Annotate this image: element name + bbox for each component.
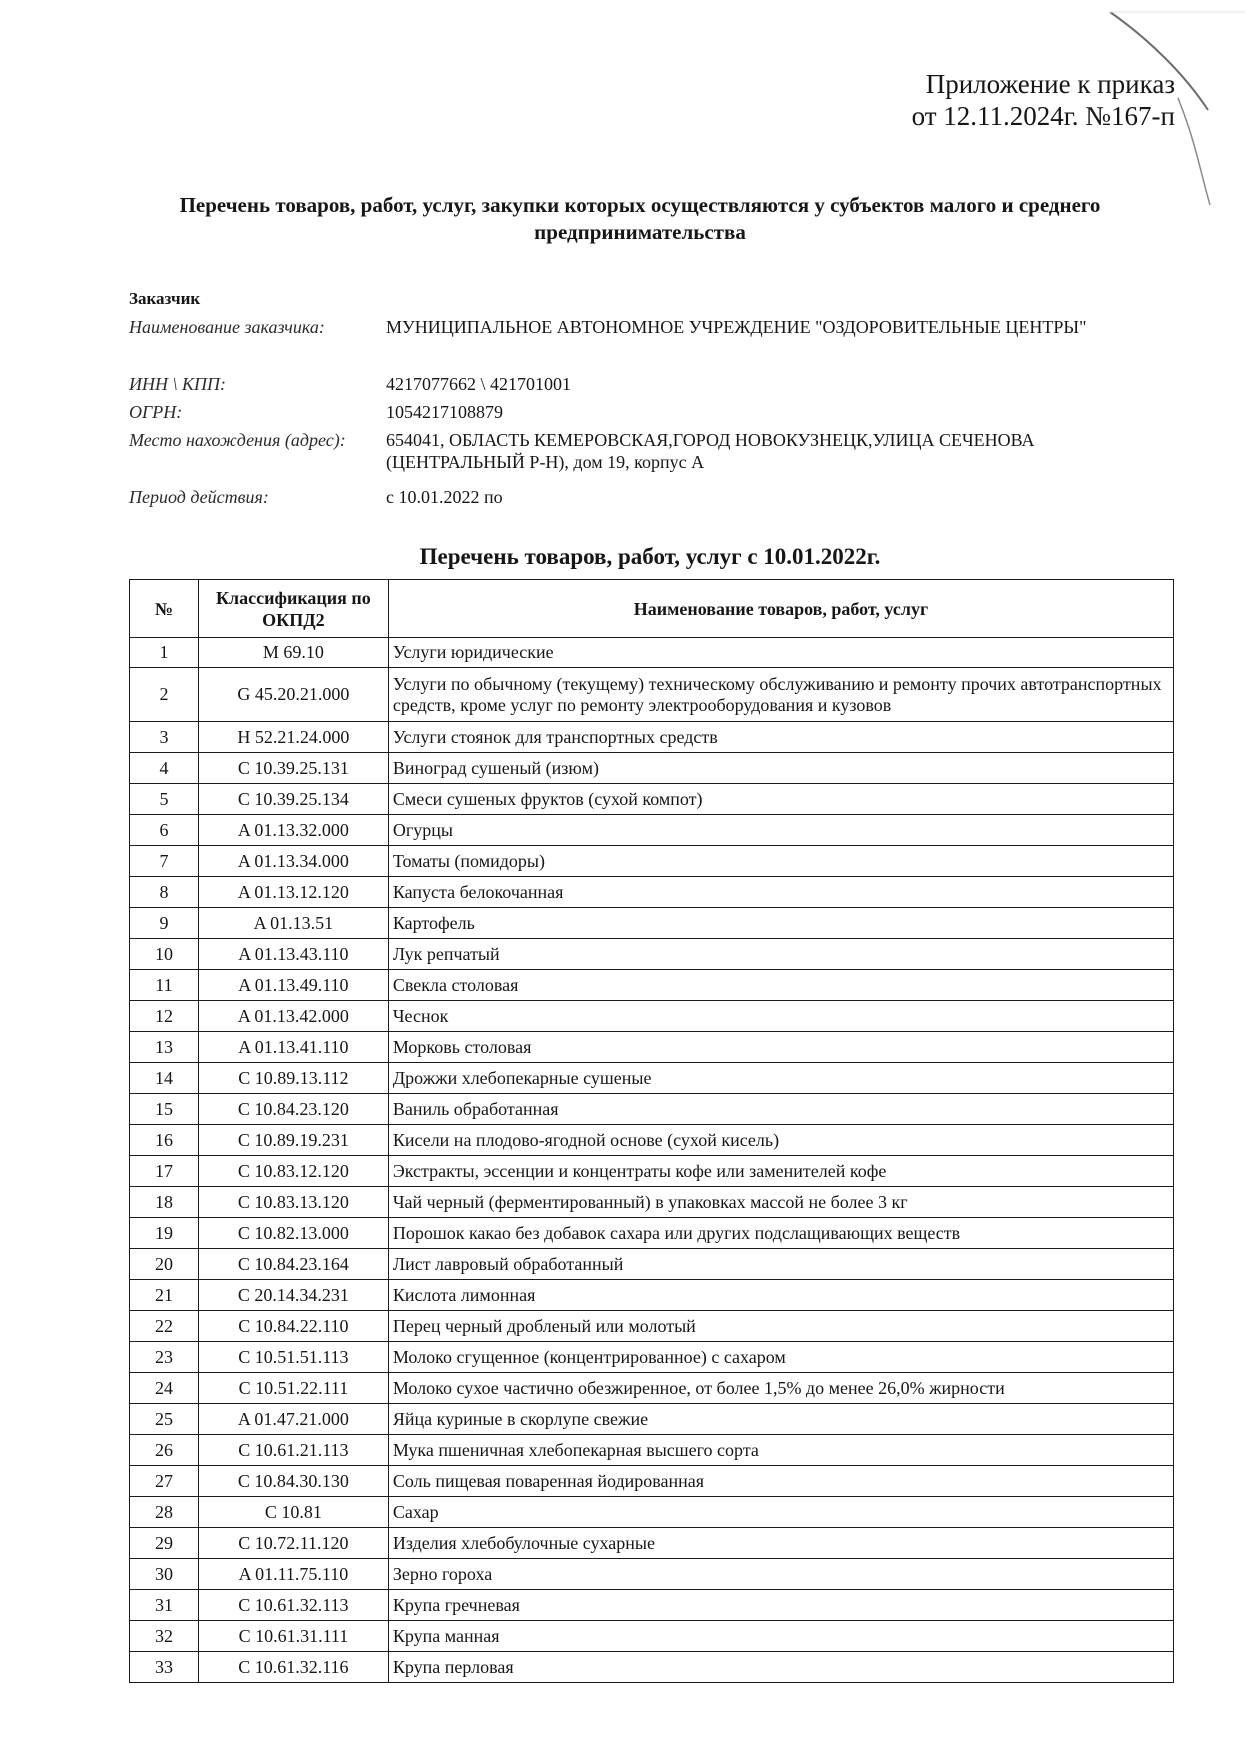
row-num: 9 <box>130 908 199 939</box>
table-row <box>130 1497 1174 1528</box>
period-label: Период действия: <box>129 487 269 507</box>
row-num: 17 <box>130 1156 199 1187</box>
table-header-row <box>130 580 1174 638</box>
address-value: 654041, ОБЛАСТЬ КЕМЕРОВСКАЯ,ГОРОД НОВОКУЗНЕЦК,УЛИЦА СЕЧЕНОВА (ЦЕНТРАЛЬНЫЙ Р-Н), дом 19, корпус А <box>386 430 1035 472</box>
row-num: 29 <box>130 1528 199 1559</box>
row-code: A 01.13.42.000 <box>198 1001 388 1032</box>
table-row <box>130 1156 1174 1187</box>
row-name: Услуги юридические <box>388 638 1173 668</box>
row-num: 32 <box>130 1621 199 1652</box>
row-name: Огурцы <box>388 815 1173 846</box>
row-code: C 10.84.23.164 <box>198 1249 388 1280</box>
goods-table <box>129 579 1174 1683</box>
appendix-line-2: от 12.11.2024г. №167-п <box>911 101 1175 131</box>
row-name: Услуги стоянок для транспортных средств <box>388 722 1173 753</box>
row-num: 33 <box>130 1652 199 1683</box>
table-row <box>130 970 1174 1001</box>
ogrn-value: 1054217108879 <box>386 402 503 422</box>
row-name: Услуги по обычному (текущему) техническому обслуживанию и ремонту прочих автотранспортных средств, кроме услуг по ремонту электрооборудования и кузовов <box>388 668 1173 722</box>
row-code: C 10.89.13.112 <box>198 1063 388 1094</box>
list-title: Перечень товаров, работ, услуг с 10.01.2022г. <box>419 544 881 569</box>
row-num: 5 <box>130 784 199 815</box>
row-name: Морковь столовая <box>388 1032 1173 1063</box>
row-code: A 01.13.43.110 <box>198 939 388 970</box>
row-code: C 10.83.13.120 <box>198 1187 388 1218</box>
table-row <box>130 1280 1174 1311</box>
row-code: C 10.84.30.130 <box>198 1466 388 1497</box>
row-code: C 10.89.19.231 <box>198 1125 388 1156</box>
table-row <box>130 815 1174 846</box>
table-row <box>130 1187 1174 1218</box>
row-code: C 10.84.23.120 <box>198 1094 388 1125</box>
table-row <box>130 1373 1174 1404</box>
row-num: 14 <box>130 1063 199 1094</box>
row-name: Изделия хлебобулочные сухарные <box>388 1528 1173 1559</box>
row-num: 24 <box>130 1373 199 1404</box>
table-row <box>130 1590 1174 1621</box>
row-name: Лук репчатый <box>388 939 1173 970</box>
customer-section-label: Заказчик <box>129 289 201 308</box>
row-code: C 10.84.22.110 <box>198 1311 388 1342</box>
row-num: 7 <box>130 846 199 877</box>
row-name: Капуста белокочанная <box>388 877 1173 908</box>
row-code: A 01.11.75.110 <box>198 1559 388 1590</box>
row-name: Лист лавровый обработанный <box>388 1249 1173 1280</box>
header-num: № <box>130 580 199 638</box>
row-num: 12 <box>130 1001 199 1032</box>
row-num: 8 <box>130 877 199 908</box>
row-code: C 10.61.32.116 <box>198 1652 388 1683</box>
row-num: 11 <box>130 970 199 1001</box>
row-name: Яйца куриные в скорлупе свежие <box>388 1404 1173 1435</box>
row-num: 23 <box>130 1342 199 1373</box>
row-num: 26 <box>130 1435 199 1466</box>
table-row <box>130 1559 1174 1590</box>
row-name: Картофель <box>388 908 1173 939</box>
row-num: 3 <box>130 722 199 753</box>
table-body <box>130 638 1174 1683</box>
row-num: 28 <box>130 1497 199 1528</box>
row-name: Чай черный (ферментированный) в упаковках массой не более 3 кг <box>388 1187 1173 1218</box>
row-num: 13 <box>130 1032 199 1063</box>
row-num: 20 <box>130 1249 199 1280</box>
table-row <box>130 784 1174 815</box>
row-code: A 01.13.12.120 <box>198 877 388 908</box>
row-name: Кислота лимонная <box>388 1280 1173 1311</box>
row-name: Крупа перловая <box>388 1652 1173 1683</box>
inn-kpp-value: 4217077662 \ 421701001 <box>386 374 572 394</box>
row-code: A 01.13.49.110 <box>198 970 388 1001</box>
row-code: C 10.61.21.113 <box>198 1435 388 1466</box>
table-row <box>130 1249 1174 1280</box>
table-row <box>130 1094 1174 1125</box>
row-num: 30 <box>130 1559 199 1590</box>
table-row <box>130 939 1174 970</box>
table-row <box>130 877 1174 908</box>
row-name: Смеси сушеных фруктов (сухой компот) <box>388 784 1173 815</box>
table-row <box>130 1528 1174 1559</box>
table-row <box>130 1032 1174 1063</box>
table-row <box>130 1311 1174 1342</box>
table-row <box>130 908 1174 939</box>
row-num: 31 <box>130 1590 199 1621</box>
table-row <box>130 1218 1174 1249</box>
row-num: 6 <box>130 815 199 846</box>
row-code: C 10.39.25.131 <box>198 753 388 784</box>
row-num: 21 <box>130 1280 199 1311</box>
row-code: M 69.10 <box>198 638 388 668</box>
table-row <box>130 668 1174 722</box>
period-value: с 10.01.2022 по <box>386 487 503 507</box>
row-name: Кисели на плодово-ягодной основе (сухой кисель) <box>388 1125 1173 1156</box>
table-row <box>130 1435 1174 1466</box>
table-row <box>130 1621 1174 1652</box>
inn-kpp-label: ИНН \ КПП: <box>129 374 226 394</box>
row-num: 19 <box>130 1218 199 1249</box>
row-code: C 10.83.12.120 <box>198 1156 388 1187</box>
table-row <box>130 1125 1174 1156</box>
row-code: H 52.21.24.000 <box>198 722 388 753</box>
row-code: C 20.14.34.231 <box>198 1280 388 1311</box>
row-code: C 10.39.25.134 <box>198 784 388 815</box>
table-row <box>130 1001 1174 1032</box>
row-code: A 01.13.32.000 <box>198 815 388 846</box>
table-row <box>130 1063 1174 1094</box>
row-name: Зерно гороха <box>388 1559 1173 1590</box>
row-num: 1 <box>130 638 199 668</box>
ogrn-label: ОГРН: <box>129 402 183 422</box>
table-row <box>130 753 1174 784</box>
row-name: Крупа манная <box>388 1621 1173 1652</box>
table-row <box>130 1342 1174 1373</box>
row-code: A 01.13.51 <box>198 908 388 939</box>
table-row <box>130 846 1174 877</box>
row-code: C 10.61.32.113 <box>198 1590 388 1621</box>
row-num: 4 <box>130 753 199 784</box>
row-name: Перец черный дробленый или молотый <box>388 1311 1173 1342</box>
row-code: A 01.13.41.110 <box>198 1032 388 1063</box>
row-code: C 10.82.13.000 <box>198 1218 388 1249</box>
row-code: C 10.81 <box>198 1497 388 1528</box>
address-label: Место нахождения (адрес): <box>129 430 346 450</box>
row-num: 27 <box>130 1466 199 1497</box>
row-name: Виноград сушеный (изюм) <box>388 753 1173 784</box>
row-name: Дрожжи хлебопекарные сушеные <box>388 1063 1173 1094</box>
row-num: 10 <box>130 939 199 970</box>
row-num: 22 <box>130 1311 199 1342</box>
row-name: Молоко сухое частично обезжиренное, от более 1,5% до менее 26,0% жирности <box>388 1373 1173 1404</box>
row-name: Экстракты, эссенции и концентраты кофе или заменителей кофе <box>388 1156 1173 1187</box>
header-code: Классификация по ОКПД2 <box>198 580 388 638</box>
row-code: A 01.13.34.000 <box>198 846 388 877</box>
table-row <box>130 638 1174 668</box>
table-row <box>130 1466 1174 1497</box>
row-name: Соль пищевая поваренная йодированная <box>388 1466 1173 1497</box>
row-code: C 10.61.31.111 <box>198 1621 388 1652</box>
row-code: A 01.47.21.000 <box>198 1404 388 1435</box>
document-title: Перечень товаров, работ, услуг, закупки которых осуществляются у субъектов малого и среднего предпринимательства <box>179 193 1101 244</box>
row-name: Порошок какао без добавок сахара или других подслащивающих веществ <box>388 1218 1173 1249</box>
appendix-note <box>912 68 1175 132</box>
customer-name-label: Наименование заказчика: <box>129 317 325 337</box>
row-name: Томаты (помидоры) <box>388 846 1173 877</box>
table-row <box>130 1404 1174 1435</box>
row-code: C 10.72.11.120 <box>198 1528 388 1559</box>
table-row <box>130 1652 1174 1683</box>
row-name: Молоко сгущенное (концентрированное) с сахаром <box>388 1342 1173 1373</box>
row-code: C 10.51.51.113 <box>198 1342 388 1373</box>
row-name: Ваниль обработанная <box>388 1094 1173 1125</box>
row-num: 25 <box>130 1404 199 1435</box>
row-num: 2 <box>130 668 199 722</box>
row-name: Крупа гречневая <box>388 1590 1173 1621</box>
row-name: Сахар <box>388 1497 1173 1528</box>
appendix-line-1: Приложение к приказ <box>925 69 1175 99</box>
row-name: Мука пшеничная хлебопекарная высшего сорта <box>388 1435 1173 1466</box>
table-row <box>130 722 1174 753</box>
row-code: G 45.20.21.000 <box>198 668 388 722</box>
row-name: Чеснок <box>388 1001 1173 1032</box>
customer-name-value: МУНИЦИПАЛЬНОЕ АВТОНОМНОЕ УЧРЕЖДЕНИЕ "ОЗДОРОВИТЕЛЬНЫЕ ЦЕНТРЫ" <box>386 317 1087 337</box>
row-num: 15 <box>130 1094 199 1125</box>
row-code: C 10.51.22.111 <box>198 1373 388 1404</box>
row-num: 16 <box>130 1125 199 1156</box>
row-name: Свекла столовая <box>388 970 1173 1001</box>
header-name: Наименование товаров, работ, услуг <box>388 580 1173 638</box>
row-num: 18 <box>130 1187 199 1218</box>
